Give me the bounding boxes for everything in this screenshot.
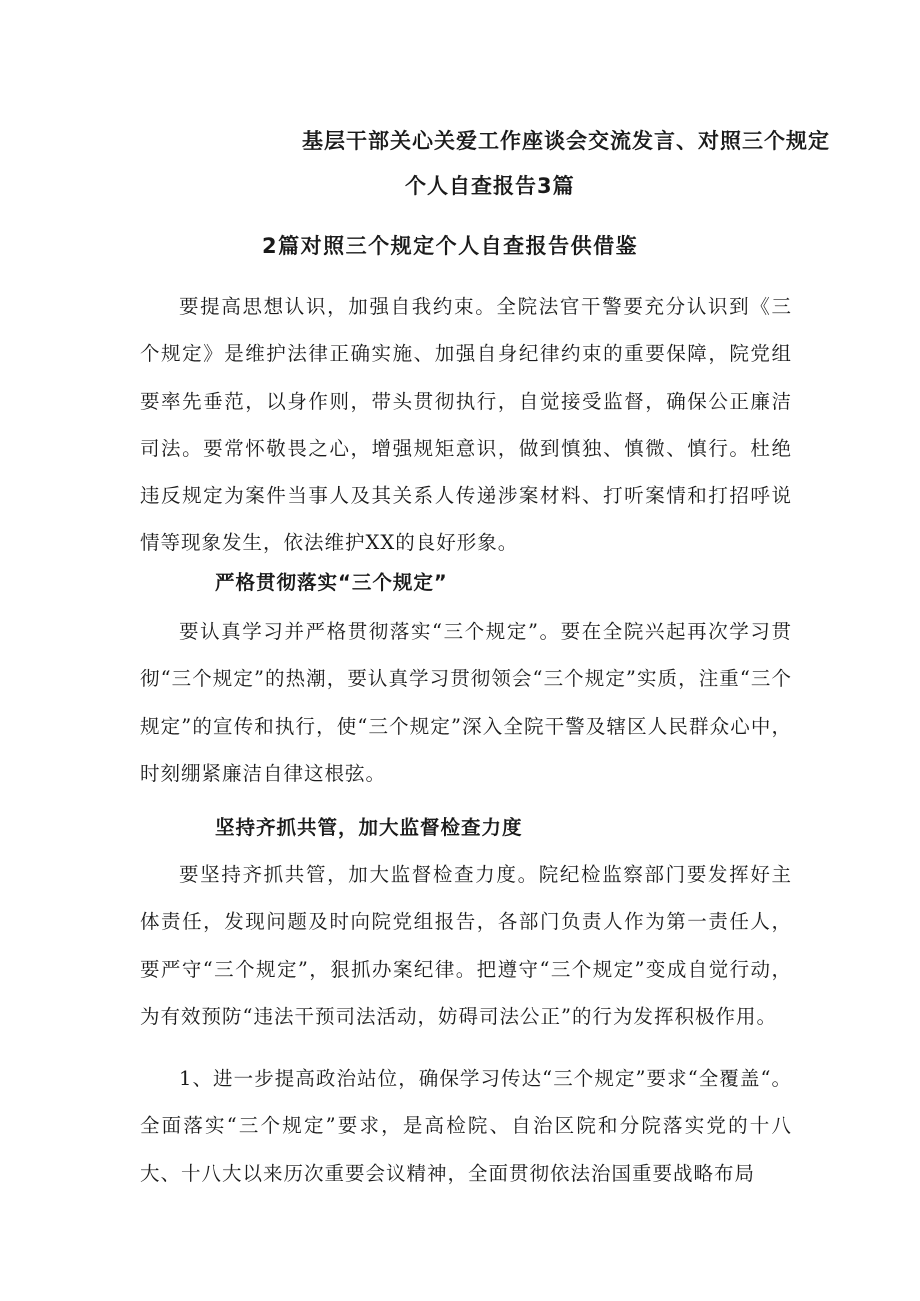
paragraph-thinking-awareness: 要提高思想认识，加强自我约束。全院法官干警要充分认识到《三个规定》是维护法律正确实施、加强自身纪律约束的重要保障，院党组要率先垂范，以身作则，带头贯彻执行，自觉接受监督，确保公正廉洁司法。要常怀敬畏之心，增强规矩意识，做到慎独、慎微、慎行。杜绝违反规定为案件当事人及其关系人传递涉案材料、打听案情和打招呼说情等现象发生，依法维护XX的良好形象。 [140,295,792,555]
section-heading-implement: 严格贯彻落实“三个规定” [215,571,448,594]
paragraph-implement: 要认真学习并严格贯彻落实“三个规定”。要在全院兴起再次学习贯彻“三个规定”的热潮，要认真学习贯彻领会“三个规定”实质，注重“三个规定”的宣传和执行，使“三个规定”深入全院干警及辖区人民群众心中，时刻绷紧廉洁自律这根弦。 [140,620,792,785]
paragraph-political-standing: 1、进一步提高政治站位，确保学习传达“三个规定”要求“全覆盖“。全面落实“三个规定”要求，是高检院、自治区院和分院落实党的十八大、十八大以来历次重要会议精神，全面贯彻依法治国重要战略布局 [140,1067,792,1185]
document-title-line-2: 个人自查报告3篇 [405,174,575,198]
document-subtitle: 2篇对照三个规定个人自查报告供借鉴 [262,234,639,258]
paragraph-supervision: 要坚持齐抓共管，加大监督检查力度。院纪检监察部门要发挥好主体责任，发现问题及时向院党组报告，各部门负责人作为第一责任人，要严守“三个规定”，狠抓办案纪律。把遵守“三个规定”变成自觉行动，为有效预防“违法干预司法活动，妨碍司法公正”的行为发挥积极作用。 [140,863,792,1028]
section-heading-supervision: 坚持齐抓共管，加大监督检查力度 [215,816,523,839]
document-title-line-1: 基层干部关心关爱工作座谈会交流发言、对照三个规定 [302,129,830,153]
